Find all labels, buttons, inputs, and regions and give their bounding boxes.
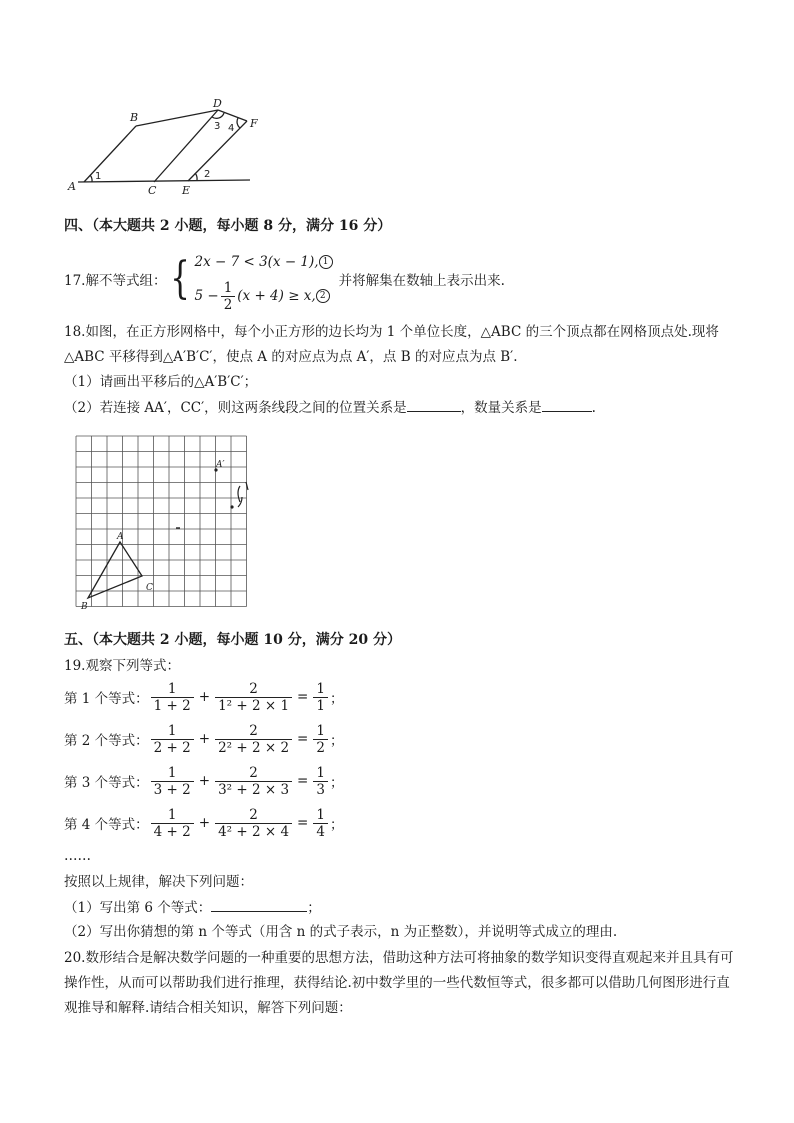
q18-text-line-1: 18.如图，在正方形网格中，每个小正方形的边长均为 1 个单位长度，△ABC 的三个顶点都在网格顶点处.现将 bbox=[64, 324, 719, 340]
plus-sign: + bbox=[198, 689, 211, 705]
q17-line-2 bbox=[194, 279, 332, 313]
angle-1-arc bbox=[90, 175, 92, 182]
q17-ineq-1: 2x − 7 < 3(x − 1), bbox=[194, 254, 319, 270]
angle-label-1: 1 bbox=[95, 171, 102, 182]
label-d: D bbox=[213, 97, 222, 110]
label-a: A bbox=[68, 180, 76, 193]
left-brace-icon: { bbox=[170, 253, 191, 304]
grid-label-b: B bbox=[81, 602, 88, 612]
q19-equation-2 bbox=[64, 717, 343, 761]
q19-equation-4 bbox=[64, 801, 343, 845]
q19-ellipsis: …… bbox=[64, 848, 91, 864]
handwritten-mark bbox=[238, 486, 242, 507]
parallelogram-figure bbox=[64, 96, 264, 200]
fraction-second: $\frac{2}{\text{4² + 2 × 4}}$ bbox=[215, 807, 292, 840]
q19-equation-3 bbox=[64, 759, 343, 803]
fraction-first: $\frac{1}{2 + 2}$ bbox=[151, 723, 194, 756]
q19-part-2: （2）写出你猜想的第 n 个等式（用含 n 的式子表示，n 为正整数），并说明等式成立的理由. bbox=[64, 924, 618, 940]
fraction-result: $\frac{1}{1}$ bbox=[313, 681, 328, 714]
angle-label-2: 2 bbox=[204, 169, 211, 180]
fraction-first: $\frac{1}{4 + 2}$ bbox=[151, 807, 194, 840]
q18-text-line-2: △ABC 平移得到△A′B′C′，使点 A 的对应点为点 A′，点 B 的对应点为点 B′. bbox=[64, 349, 518, 365]
equation-label: 第 3 个等式： bbox=[64, 775, 149, 791]
q19-rule-intro: 按照以上规律，解决下列问题： bbox=[64, 874, 253, 890]
section-5-heading: 五、（本大题共 2 小题，每小题 10 分，满分 20 分） bbox=[64, 632, 401, 648]
q19-part-1: （1）写出第 6 个等式： ； bbox=[64, 897, 321, 918]
equation-end: ； bbox=[329, 817, 344, 833]
equation-label: 第 4 个等式： bbox=[64, 817, 149, 833]
fraction-result: $\frac{1}{4}$ bbox=[313, 807, 328, 840]
equals-sign: = bbox=[297, 815, 309, 831]
circle-2-icon: 2 bbox=[316, 289, 330, 303]
equation-label: 第 1 个等式： bbox=[64, 691, 149, 707]
label-e: E bbox=[182, 184, 191, 197]
equals-sign: = bbox=[297, 731, 309, 747]
fraction-second: $\frac{2}{\text{1² + 2 × 1}}$ bbox=[215, 681, 292, 714]
equals-sign: = bbox=[297, 689, 309, 705]
equation-label: 第 2 个等式： bbox=[64, 733, 149, 749]
grid-label-a-prime: A′ bbox=[216, 460, 225, 470]
angle-2-arc bbox=[195, 173, 197, 180]
fraction-result: $\frac{1}{3}$ bbox=[313, 765, 328, 798]
circle-1-icon: 1 bbox=[319, 255, 333, 269]
q17-fraction: $\frac{1}{2}$ bbox=[221, 280, 236, 313]
equation-end: ； bbox=[329, 733, 344, 749]
q17-prefix: 17.解不等式组： bbox=[64, 273, 167, 289]
q17-ineq-2-post: (x + 4) ≥ x, bbox=[237, 288, 316, 304]
fraction-result: $\frac{1}{2}$ bbox=[313, 723, 328, 756]
fraction-first: $\frac{1}{1 + 2}$ bbox=[151, 681, 194, 714]
q18-part-2: （2）若连接 AA′，CC′，则这两条线段之间的位置关系是 ，数量关系是 . bbox=[64, 397, 596, 418]
fraction-second: $\frac{2}{\text{3² + 2 × 3}}$ bbox=[215, 765, 292, 798]
q18-part-1: （1）请画出平移后的△A′B′C′； bbox=[64, 374, 258, 390]
q17-inequality-system bbox=[64, 244, 505, 314]
triangle-abc bbox=[88, 542, 142, 598]
plus-sign: + bbox=[198, 815, 211, 831]
fraction-second: $\frac{2}{\text{2² + 2 × 2}}$ bbox=[215, 723, 292, 756]
grid-label-a: A bbox=[117, 532, 124, 542]
point-c-mark bbox=[230, 505, 233, 508]
equation-end: ； bbox=[329, 691, 344, 707]
segment-ab bbox=[84, 126, 136, 182]
q18-blank-quantity[interactable] bbox=[542, 397, 592, 412]
q19-blank-sixth-equation[interactable] bbox=[211, 897, 307, 912]
q19-intro: 19.观察下列等式： bbox=[64, 658, 180, 674]
base-line bbox=[78, 180, 250, 182]
q20-text: 20.数形结合是解决数学问题的一种重要的思想方法，借助这种方法可将抽象的数学知识变得直观起来并且具有可操作性，从而可以帮助我们进行推理，获得结论.初中数学里的一些代数恒等式，很多都可以借助几何图形进行直观推导和解释.请结合相关知识，解答下列问题： bbox=[64, 950, 734, 1016]
q18-blank-position[interactable] bbox=[407, 397, 461, 412]
q17-line-1 bbox=[194, 245, 332, 279]
angle-label-3: 3 bbox=[214, 121, 221, 132]
plus-sign: + bbox=[198, 731, 211, 747]
q17-suffix: 并将解集在数轴上表示出来. bbox=[338, 273, 505, 289]
equals-sign: = bbox=[297, 773, 309, 789]
fraction-first: $\frac{1}{3 + 2}$ bbox=[151, 765, 194, 798]
label-f: F bbox=[250, 117, 258, 130]
q19-equation-1 bbox=[64, 675, 343, 719]
grid-label-c: C bbox=[146, 583, 153, 593]
label-b: B bbox=[130, 111, 139, 124]
angle-label-4: 4 bbox=[228, 123, 235, 134]
q17-ineq-2-pre: 5 − bbox=[194, 288, 219, 304]
q18-square-grid bbox=[72, 432, 258, 620]
section-4-heading: 四、（本大题共 2 小题，每小题 8 分，满分 16 分） bbox=[64, 218, 392, 234]
q17-lines bbox=[194, 245, 332, 313]
angle-4-arc bbox=[237, 118, 240, 128]
label-c: C bbox=[148, 184, 157, 197]
equation-end: ； bbox=[329, 775, 344, 791]
plus-sign: + bbox=[198, 773, 211, 789]
